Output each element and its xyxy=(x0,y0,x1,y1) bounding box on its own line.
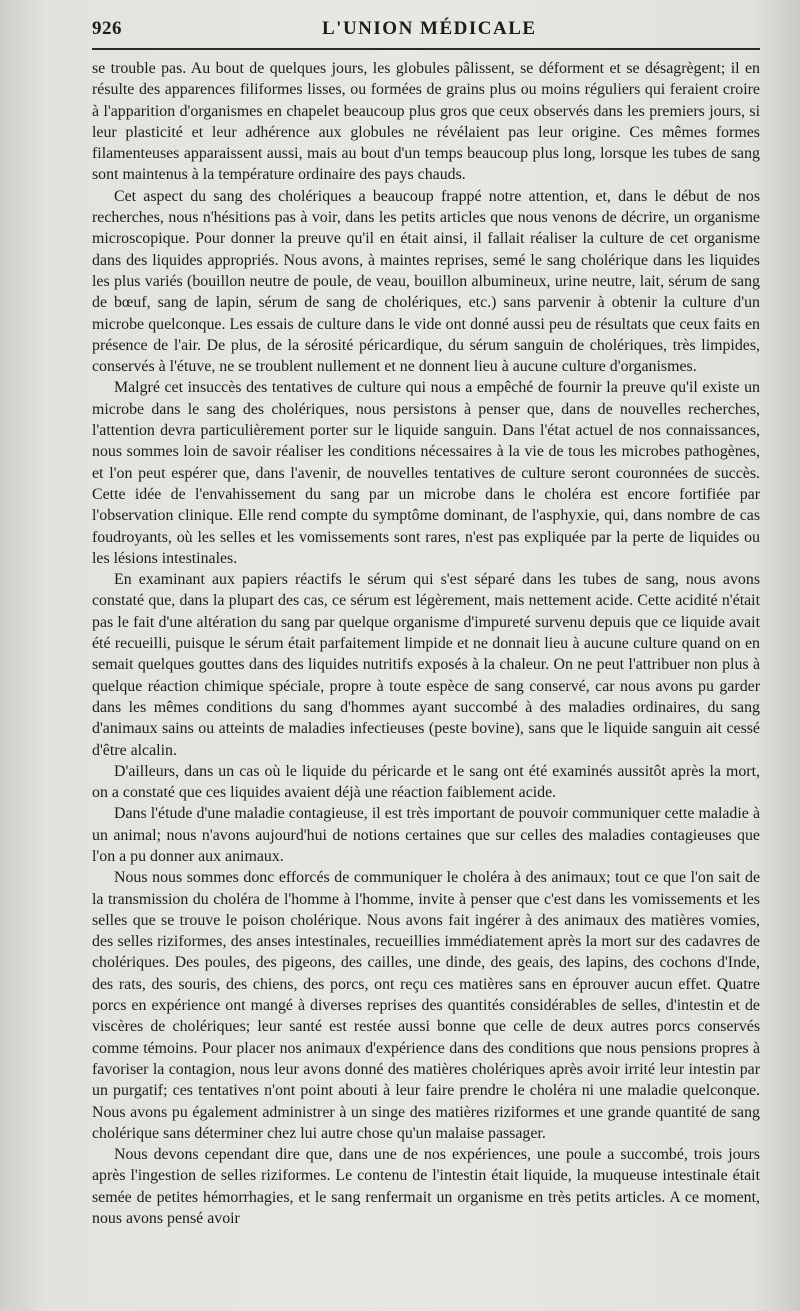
paragraph: Cet aspect du sang des cholériques a beaucoup frappé notre attention, et, dans le début de nos recherches, nous n'hésitions pas à voir, dans les petits articles que nous venons de décrire, un organisme microscopique. Pour donner la preuve qu'il en était ainsi, il fallait réaliser la culture de cet organisme dans des liquides appropriés. Nous avons, à maintes reprises, semé le sang cholérique dans les liquides les plus variés (bouillon neutre de poule, de veau, bouillon albumineux, urine neutre, lait, sérum de sang de bœuf, sang de lapin, sérum de sang de cholériques, etc.) sans parvenir à obtenir la culture d'un microbe quelconque. Les essais de culture dans le vide ont donné aussi peu de résultats que ceux faits en présence de l'air. De plus, de la sérosité péricardique, du sérum sanguin de cholériques, très limpides, conservés à l'étuve, ne se troublent nullement et ne donnent lieu à aucune culture d'organismes. xyxy=(92,187,760,376)
paragraph: D'ailleurs, dans un cas où le liquide du péricarde et le sang ont été examinés aussitôt après la mort, on a constaté que ces liquides avaient déjà une réaction faiblement acide. xyxy=(92,762,760,802)
running-head xyxy=(92,18,760,50)
journal-title: L'UNION MÉDICALE xyxy=(322,18,537,39)
paragraph: Nous nous sommes donc efforcés de communiquer le choléra à des animaux; tout ce que l'on sait de la transmission du choléra de l'homme à l'homme, invite à penser que c'est dans les vomissements et les selles que se trouve le poison cholérique. Nous avons fait ingérer à des animaux des matières vomies, des selles riziformes, des anses intestinales, recueillies immédiatement après la mort sur des cadavres de cholériques. Des poules, des pigeons, des cailles, une dinde, des geais, des lapins, des cochons d'Inde, des rats, des souris, des chiens, des porcs, ont reçu ces matières sans en éprouver aucun effet. Quatre porcs en expérience ont mangé à diverses reprises des quantités considérables de selles, d'intestin et de viscères de cholériques; leur santé est restée aussi bonne que celle de deux autres porcs conservés comme témoins. Pour placer nos animaux d'expérience dans des conditions que nous pensions propres à favoriser la contagion, nous leur avons donné des matières cholériques après avoir irrité leur intestin par un purgatif; ces tentatives n'ont point abouti à leur faire prendre le choléra ni une maladie quelconque. Nous avons pu également administrer à un singe des matières riziformes et une grande quantité de sang cholérique sans déterminer chez lui autre chose qu'un malaise passager. xyxy=(92,869,760,1142)
article-body xyxy=(92,58,760,1229)
page-number: 926 xyxy=(92,18,122,39)
paragraph: Malgré cet insuccès des tentatives de culture qui nous a empêché de fournir la preuve qu'il existe un microbe dans le sang des cholériques, nous persistons à penser que, dans de nouvelles recherches, l'attention devra particulièrement porter sur le liquide sanguin. Dans l'état actuel de nos connaissances, nous sommes loin de savoir réaliser les conditions nécessaires à la vie de tous les microbes pathogènes, et l'on peut espérer que, dans l'avenir, de nouvelles tentatives de culture seront couronnées de succès. Cette idée de l'envahissement du sang par un microbe dans le choléra est encore fortifiée par l'observation clinique. Elle rend compte du symptôme dominant, de l'asphyxie, qui, dans nombre de cas foudroyants, où les selles et les vomissements sont rares, n'est pas expliquée par la perte de liquides ou les lésions intestinales. xyxy=(92,379,760,567)
paragraph: Nous devons cependant dire que, dans une de nos expériences, une poule a succombé, trois jours après l'ingestion de selles riziformes. Le contenu de l'intestin était liquide, la muqueuse intestinale était semée de petites hémorrhagies, et le sang renfermait un organisme en très petits articles. A ce moment, nous avons pensé avoir xyxy=(92,1146,760,1228)
paragraph-continuation: se trouble pas. Au bout de quelques jours, les globules pâlissent, se déforment et se désagrègent; il en résulte des apparences filiformes lisses, ou formées de grains plus ou moins réguliers qui feraient croire à l'apparition d'organismes en chapelet beaucoup plus gros que ceux observés dans les premiers jours, si leur plasticité et leur adhérence aux globules ne révélaient pas leur origine. Ces mêmes formes filamenteuses apparaissent aussi, mais au bout d'un temps beaucoup plus long, lorsque les tubes de sang sont maintenus à la température ordinaire des pays chauds. xyxy=(92,60,760,184)
paragraph: En examinant aux papiers réactifs le sérum qui s'est séparé dans les tubes de sang, nous avons constaté que, dans la plupart des cas, ce sérum est légèrement, mais nettement acide. Cette acidité n'était pas le fait d'une altération du sang par quelque organisme d'impureté survenu depuis que ce liquide avait été recueilli, puisque le sérum était parfaitement limpide et ne donnait lieu à aucune culture quand on en semait quelques gouttes dans des liquides nutritifs exposés à la chaleur. On ne peut l'attribuer non plus à quelque réaction chimique spéciale, propre à toute espèce de sang conservé, car nous avons pu garder dans les mêmes conditions du sang d'hommes ayant succombé à des maladies ordinaires, du sang d'animaux sains ou atteints de maladies infectieuses (peste bovine), sans que le liquide sanguin ait cessé d'être alcalin. xyxy=(92,571,760,759)
paragraph: Dans l'étude d'une maladie contagieuse, il est très important de pouvoir communiquer cette maladie à un animal; nous n'avons aujourd'hui de notions certaines que sur celles des maladies contagieuses que l'on a pu donner aux animaux. xyxy=(92,805,760,865)
